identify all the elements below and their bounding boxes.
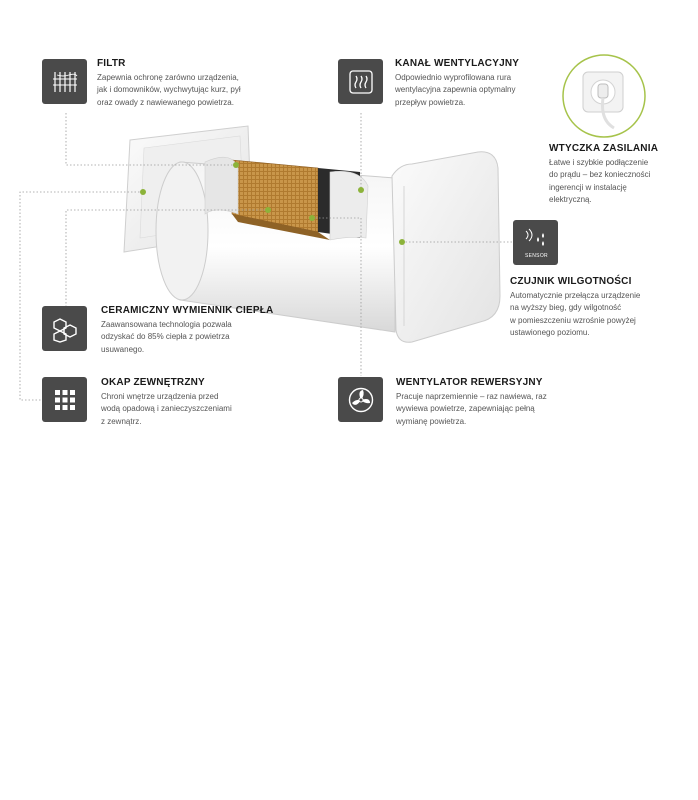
front-panel <box>392 152 500 342</box>
grid-hood-icon <box>42 377 87 422</box>
ceramic-exchanger-icon <box>42 306 87 351</box>
power-plug-illustration <box>563 55 645 137</box>
filter-icon <box>42 59 87 104</box>
feature-description: Pracuje naprzemiennie – raz nawiewa, raz wywiewa powietrze, zapewniając pełną wymianę powietrza. <box>396 392 547 426</box>
feature-description: Łatwe i szybkie podłączenie do prądu – bez konieczności ingerencji w instalację elektryczną. <box>549 158 651 204</box>
feature-description: Zapewnia ochronę zarówno urządzenia, jak i domowników, wychwytując kurz, pył oraz owady z nawiewanego powietrza. <box>97 73 241 107</box>
feature-title: FILTR <box>97 58 126 69</box>
sensor-label: SENSOR <box>525 253 548 259</box>
heat-channel-icon <box>338 59 383 104</box>
feature-description: Automatycznie przełącza urządzenie na wyższy bieg, gdy wilgotność w pomieszczeniu wzrośnie powyżej ustawionego poziomu. <box>510 291 641 337</box>
feature-description: Chroni wnętrze urządzenia przed wodą opadową i zanieczyszczeniami z zewnątrz. <box>101 392 232 426</box>
feature-title: KANAŁ WENTYLACYJNY <box>395 58 520 69</box>
feature-description: Odpowiednio wyprofilowana rura wentylacyjna zapewnia optymalny przepływ powietrza. <box>395 73 516 107</box>
feature-title: WTYCZKA ZASILANIA <box>549 143 659 154</box>
feature-title: CZUJNIK WILGOTNOŚCI <box>510 276 632 287</box>
feature-title: OKAP ZEWNĘTRZNY <box>101 377 205 388</box>
humidity-sensor-icon <box>513 220 558 265</box>
fan-icon <box>338 377 383 422</box>
feature-description: Zaawansowana technologia pozwala odzyskać do 85% ciepła z powietrza usuwanego. <box>101 320 232 354</box>
feature-title: CERAMICZNY WYMIENNIK CIEPŁA <box>101 305 274 316</box>
feature-title: WENTYLATOR REWERSYJNY <box>396 377 543 388</box>
